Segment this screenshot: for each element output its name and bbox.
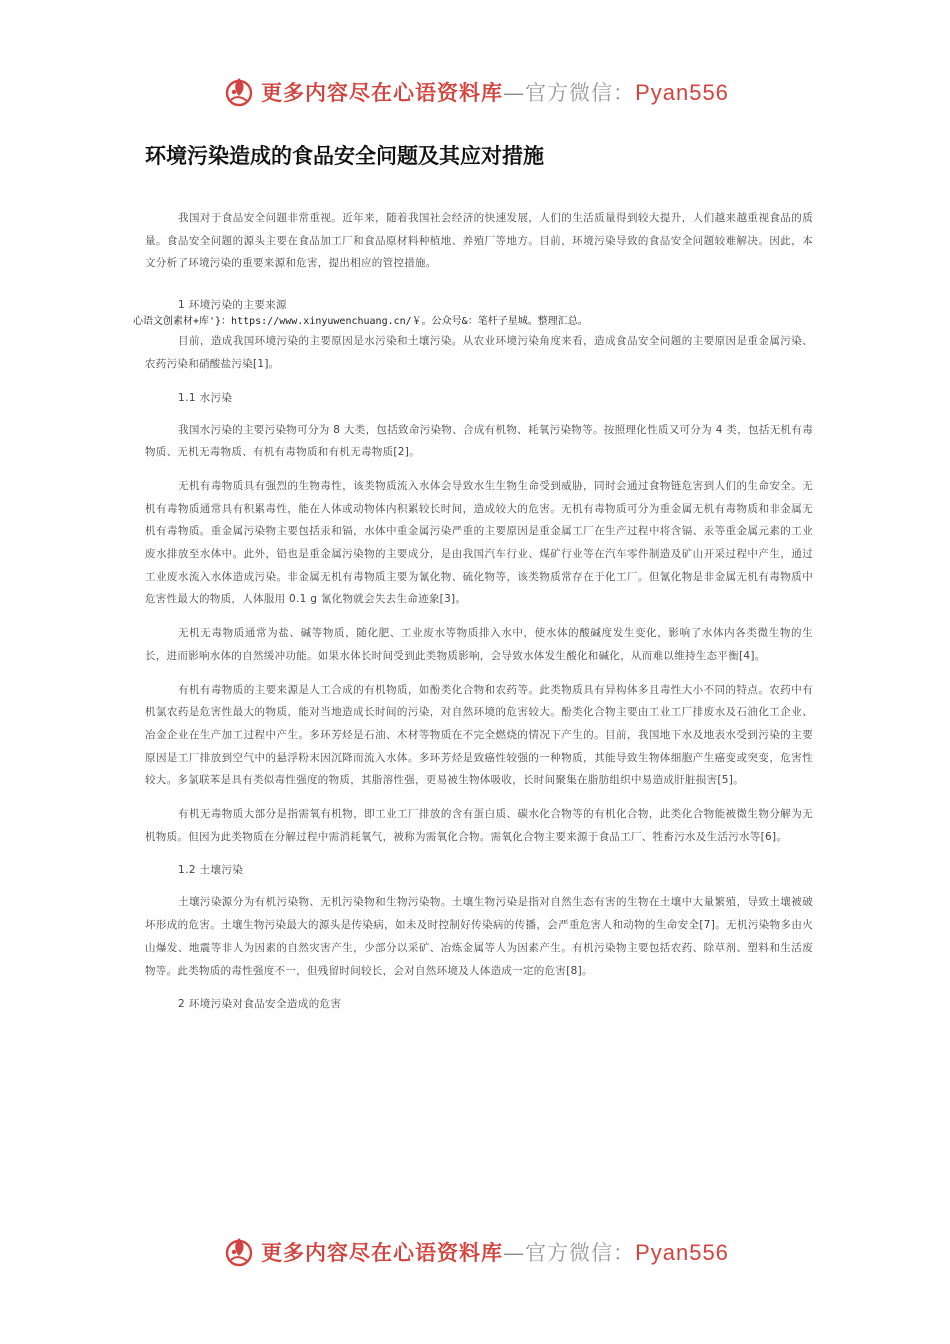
water-paragraph-1: 我国水污染的主要污染物可分为 8 大类，包括致命污染物、合成有机物、耗氧污染物等。按照理化性质又可分为 4 类，包括无机有毒物质、无机无毒物质、有机有毒物质和有机无毒物质[2]。 — [145, 423, 813, 459]
document-title: 环境污染造成的食品安全问题及其应对措施 — [145, 144, 544, 168]
water-paragraph-3: 无机无毒物质通常为盐、碱等物质，随化肥、工业废水等物质排入水中，使水体的酸碱度发生变化，影响了水体内各类微生物的生长，进而影响水体的自然缓冲功能。如果水体长时间受到此类物质影响，会导致水体发生酸化和碱化，从而难以维持生态平衡[4]。 — [145, 627, 813, 662]
banner-wechat-label: 官方微信： — [525, 81, 636, 105]
section-1-2-heading: 1.2 土壤污染 — [178, 864, 244, 877]
section-1-1-heading: 1.1 水污染 — [178, 391, 233, 404]
banner-text — [261, 77, 729, 107]
banner-wechat-id: Pyan556 — [635, 1240, 729, 1265]
top-banner — [0, 70, 950, 114]
water-paragraph-2: 无机有毒物质具有强烈的生物毒性，该类物质流入水体会导致水生生物生命受到威胁，同时会通过食物链危害到人们的生命安全。无机有毒物质通常具有积累毒性，能在人体或动物体内积累较长时间，造成较大的危害。无机有毒物质可分为重金属无机有毒物质和非金属无机有毒物质。重金属污染物主要包括汞和镉，水体中重金属污染严重的主要原因是重金属工厂在生产过程中将含镉、汞等重金属元素的工业废水排放至水体中。此外，铅也是重金属污染物的主要成分，是由我国汽车行业、煤矿行业等在汽车零件制造及矿山开采过程中产生，通过工业废水流入水体造成污染。非金属无机有毒物质主要为氰化物、硫化物等，该类物质常存在于化工厂。但氰化物是非金属无机有毒物质中危害性最大的物质，人体服用 0.1 g 氰化物就会失去生命迹象[3]。 — [145, 479, 813, 606]
banner-wechat-label: 官方微信： — [525, 1241, 636, 1265]
banner-text — [261, 1237, 729, 1267]
intro-paragraph: 我国对于食品安全问题非常重视。近年来，随着我国社会经济的快速发展，人们的生活质量得到较大提升，人们越来越重视食品的质量。食品安全问题的源头主要在食品加工厂和食品原材料种植地、养殖厂等地方。目前，环境污染导致的食品安全问题较难解决。因此，本文分析了环境污染的重要来源和危害，提出相应的管控措施。 — [145, 212, 813, 270]
section-2-heading: 2 环境污染对食品安全造成的危害 — [178, 998, 342, 1011]
banner-separator: — — [503, 81, 526, 105]
flame-logo-icon — [221, 1234, 257, 1270]
document-body — [133, 207, 813, 1025]
water-paragraph-4: 有机有毒物质的主要来源是人工合成的有机物质，如酚类化合物和农药等。此类物质具有异构体多且毒性大小不同的特点。农药中有机氯农药是危害性最大的物质，能对当地造成长时间的污染，对自然环境的危害较大。酚类化合物主要由工业工厂排废水及石油化工企业、冶金企业在生产加工过程中产生。多环芳烃是石油、木材等物质在不完全燃烧的情况下产生的。目前，我国地下水及地表水受到污染的主要原因是工厂排放到空气中的悬浮粉末因沉降而流入水体。多环芳烃是致癌性较强的一种物质，其能导致生物体细胞产生癌变或突变，危害性较大。多氯联苯是具有类似毒性强度的物质，其脂溶性强，更易被生物体吸收，长时间聚集在脂肪组织中易造成肝脏损害[5]。 — [145, 683, 813, 787]
banner-main-text: 更多内容尽在心语资料库 — [261, 1240, 504, 1265]
section-1-heading: 1 环境污染的主要来源 — [178, 299, 287, 312]
banner-separator: — — [503, 1241, 526, 1265]
water-paragraph-5: 有机无毒物质大部分是指需氧有机物，即工业工厂排放的含有蛋白质、碳水化合物等的有机化合物，此类化合物能被微生物分解为无机物质。但因为此类物质在分解过程中需消耗氧气，被称为需氧化合物。需氧化合物主要来源于食品工厂、牲畜污水及生活污水等[6]。 — [145, 808, 813, 843]
soil-paragraph-1: 土壤污染源分为有机污染物、无机污染物和生物污染物。土壤生物污染是指对自然生态有害的生物在土壤中大量繁殖，导致土壤被破坏形成的危害。土壤生物污染最大的源头是传染病，如未及时控制好传染病的传播，会严重危害人和动物的生命安全[7]。无机污染物多由火山爆发、地震等非人为因素的自然灾害产生，少部分以采矿、冶炼金属等人为因素产生。有机污染物主要包括农药、除草剂、塑料和生活废物等。此类物质的毒性强度不一，但残留时间较长，会对自然环境及人体造成一定的危害[8]。 — [145, 896, 813, 977]
banner-wechat-id: Pyan556 — [635, 80, 729, 105]
section-1-intro: 目前，造成我国环境污染的主要原因是水污染和土壤污染。从农业环境污染角度来看，造成食品安全问题的主要原因是重金属污染、农药污染和硝酸盐污染[1]。 — [145, 335, 813, 370]
bottom-banner — [0, 1230, 950, 1274]
flame-logo-icon — [221, 74, 257, 110]
source-notice: 心语文创素材+库'}：https://www.xinyuwenchuang.cn/￥。公众号&：笔杆子星城。整理汇总。 — [133, 316, 588, 328]
banner-main-text: 更多内容尽在心语资料库 — [261, 80, 504, 105]
